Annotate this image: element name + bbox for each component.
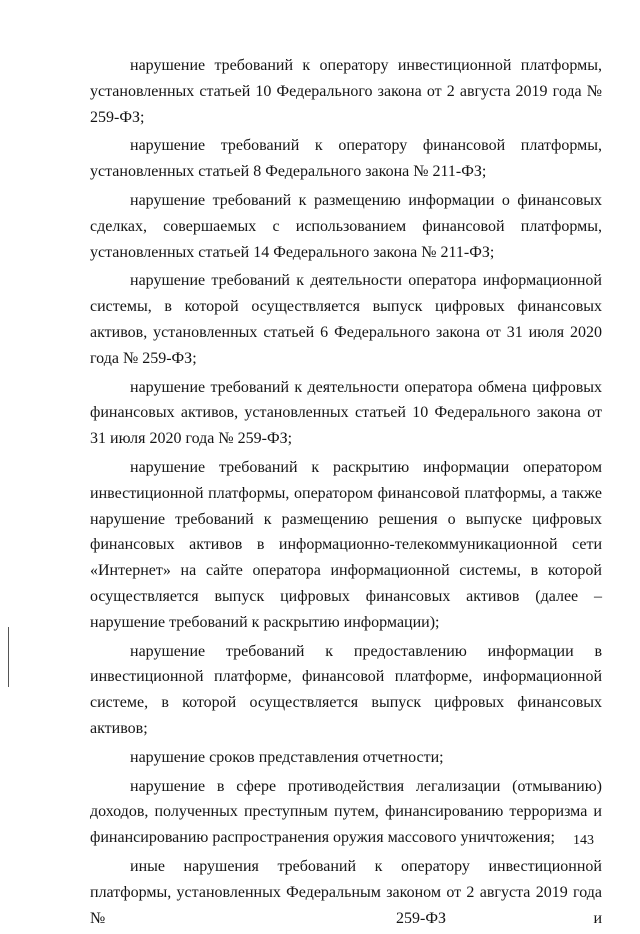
paragraph-anti-money-laundering: нарушение в сфере противодействия легализации (отмыванию) доходов, полученных преступным путем, финансированию терроризма и финансированию распространения оружия массового уничтожения; (90, 777, 602, 847)
paragraph-information-provision: нарушение требований к предоставлению информации в инвестиционной платформе, финансовой платформе, информационной системе, в которой осуществляется выпуск цифровых финансовых активов; (90, 642, 602, 737)
paragraph-other-violations: иные нарушения требований к оператору инвестиционной платформы, установленных Федеральным законом от 2 августа 2019 года № 259-ФЗ и (90, 857, 602, 927)
paragraph-financial-transactions-info: нарушение требований к размещению информации о финансовых сделках, совершаемых с использованием финансовой платформы, установленных статьей 14 Федерального закона № 211-ФЗ; (90, 191, 602, 261)
paragraph-investment-platform-operator: нарушение требований к оператору инвестиционной платформы, установленных статьей 10 Федерального закона от 2 августа 2019 года № 259-ФЗ; (90, 57, 602, 126)
paragraph-digital-assets-exchange-operator: нарушение требований к деятельности оператора обмена цифровых финансовых активов, установленных статьей 10 Федерального закона от 31 июля 2020 года № 259-ФЗ; (90, 378, 602, 448)
scan-margin-mark (8, 627, 9, 687)
paragraph-reporting-deadlines: нарушение сроков представления отчетности; (130, 748, 444, 766)
document-body (90, 53, 602, 934)
paragraph-information-disclosure: нарушение требований к раскрытию информации оператором инвестиционной платформы, оператором финансовой платформы, а также нарушение требований к размещению решения о выпуске цифровых финансовых активов в информационно-телекоммуникационной сети «Интернет» на сайте оператора информационной системы, в которой осуществляется выпуск цифровых финансовых активов (далее – нарушение требований к раскрытию информации); (90, 458, 602, 631)
paragraph-financial-platform-operator: нарушение требований к оператору финансовой платформы, установленных статьей 8 Федерального закона № 211-ФЗ; (90, 137, 602, 181)
page-number: 143 (573, 833, 594, 848)
paragraph-information-system-operator: нарушение требований к деятельности оператора информационной системы, в которой осуществляется выпуск цифровых финансовых активов, установленных статьей 6 Федерального закона от 31 июля 2020 года № 259-ФЗ; (90, 272, 602, 367)
